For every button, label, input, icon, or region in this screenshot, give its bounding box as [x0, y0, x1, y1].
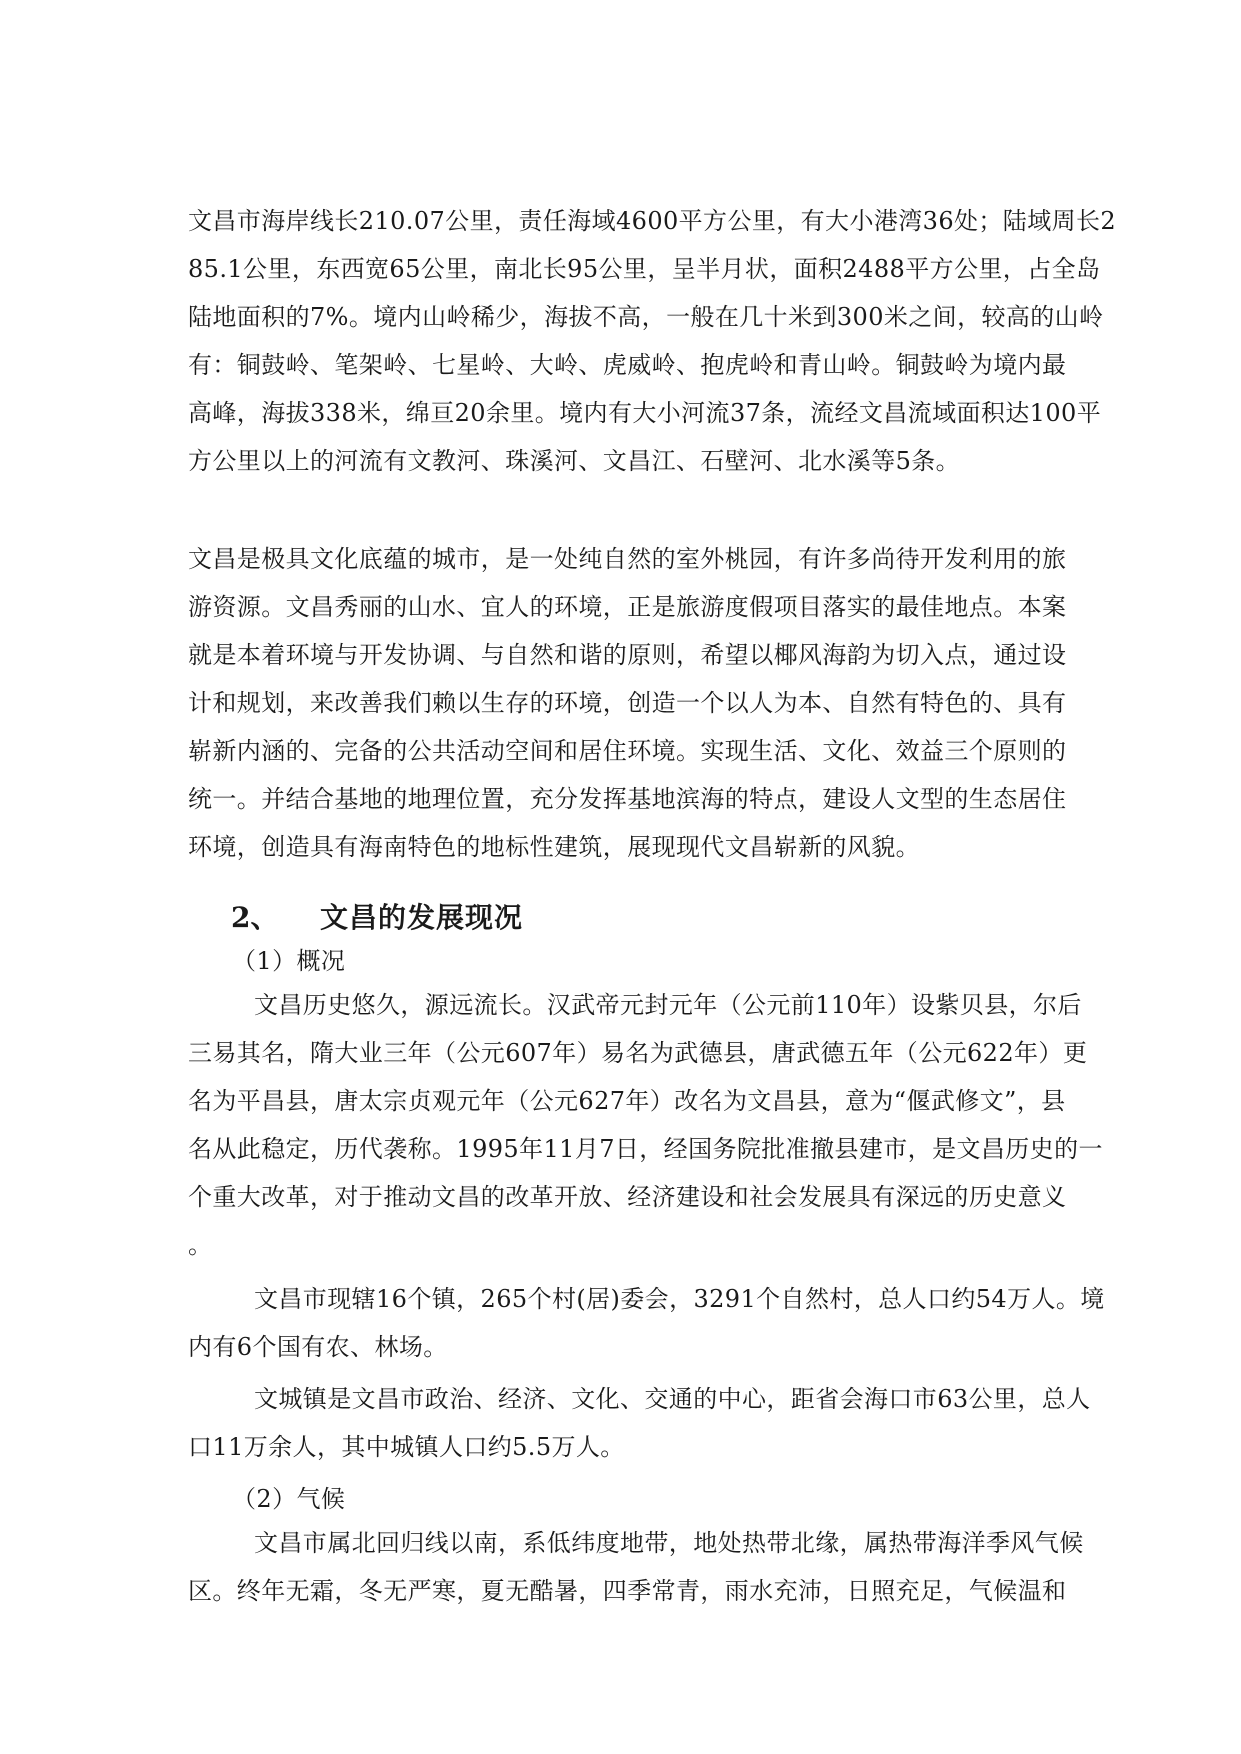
text-line: 文昌市属北回归线以南，系低纬度地带，地处热带北缘，属热带海洋季风气候 — [254, 1529, 1084, 1557]
text-line: 三易其名，隋大业三年（公元607年）易名为武德县，唐武德五年（公元622年）更 — [188, 1039, 1088, 1067]
text-line: 85.1公里，东西宽65公里，南北长95公里，呈半月状，面积2488平方公里，占全岛 — [188, 255, 1101, 283]
text-line: 。 — [188, 1231, 213, 1259]
text-line: 陆地面积的7%。境内山岭稀少，海拔不高，一般在几十米到300米之间，较高的山岭 — [188, 303, 1104, 331]
text-line: 高峰，海拔338米，绵亘20余里。境内有大小河流37条，流经文昌流域面积达100平 — [188, 399, 1102, 427]
text-line: 文昌市海岸线长210.07公里，责任海域4600平方公里，有大小港湾36处；陆域周长2 — [188, 207, 1117, 235]
text-line: 名从此稳定，历代袭称。1995年11月7日，经国务院批准撤县建市，是文昌历史的一 — [188, 1135, 1103, 1163]
text-line: 名为平昌县，唐太宗贞观元年（公元627年）改名为文昌县，意为“偃武修文”，县 — [188, 1087, 1066, 1115]
text-line: 游资源。文昌秀丽的山水、宜人的环境，正是旅游度假项目落实的最佳地点。本案 — [188, 593, 1067, 621]
text-line: 内有6个国有农、林场。 — [188, 1333, 448, 1361]
text-line: 文昌历史悠久，源远流长。汉武帝元封元年（公元前110年）设紫贝县，尔后 — [254, 991, 1082, 1019]
text-line: 环境，创造具有海南特色的地标性建筑，展现现代文昌崭新的风貌。 — [188, 833, 920, 861]
text-line: 文昌市现辖16个镇，265个村(居)委会，3291个自然村，总人口约54万人。境 — [254, 1285, 1105, 1313]
text-line: 口11万余人，其中城镇人口约5.5万人。 — [188, 1433, 625, 1461]
text-line: 有：铜鼓岭、笔架岭、七星岭、大岭、虎威岭、抱虎岭和青山岭。铜鼓岭为境内最 — [188, 351, 1067, 379]
text-line: 文城镇是文昌市政治、经济、文化、交通的中心，距省会海口市63公里，总人 — [254, 1385, 1091, 1413]
text-line: 统一。并结合基地的地理位置，充分发挥基地滨海的特点，建设人文型的生态居住 — [188, 785, 1067, 813]
subsection-title: （2）气候 — [232, 1485, 346, 1513]
text-line: 区。终年无霜，冬无严寒，夏无酷暑，四季常青，雨水充沛，日照充足，气候温和 — [188, 1577, 1067, 1605]
text-line: 崭新内涵的、完备的公共活动空间和居住环境。实现生活、文化、效益三个原则的 — [188, 737, 1067, 765]
text-line: 就是本着环境与开发协调、与自然和谐的原则，希望以椰风海韵为切入点，通过设 — [188, 641, 1067, 669]
section-title: 文昌的发展现况 — [320, 901, 524, 934]
text-line: 计和规划，来改善我们赖以生存的环境，创造一个以人为本、自然有特色的、具有 — [188, 689, 1067, 717]
subsection-title: （1）概况 — [232, 947, 346, 975]
section-number: 2、 — [231, 901, 279, 934]
text-line: 个重大改革，对于推动文昌的改革开放、经济建设和社会发展具有深远的历史意义 — [188, 1183, 1067, 1211]
text-line: 方公里以上的河流有文教河、珠溪河、文昌江、石壁河、北水溪等5条。 — [188, 447, 961, 475]
text-line: 文昌是极具文化底蕴的城市，是一处纯自然的室外桃园，有许多尚待开发利用的旅 — [188, 545, 1067, 573]
